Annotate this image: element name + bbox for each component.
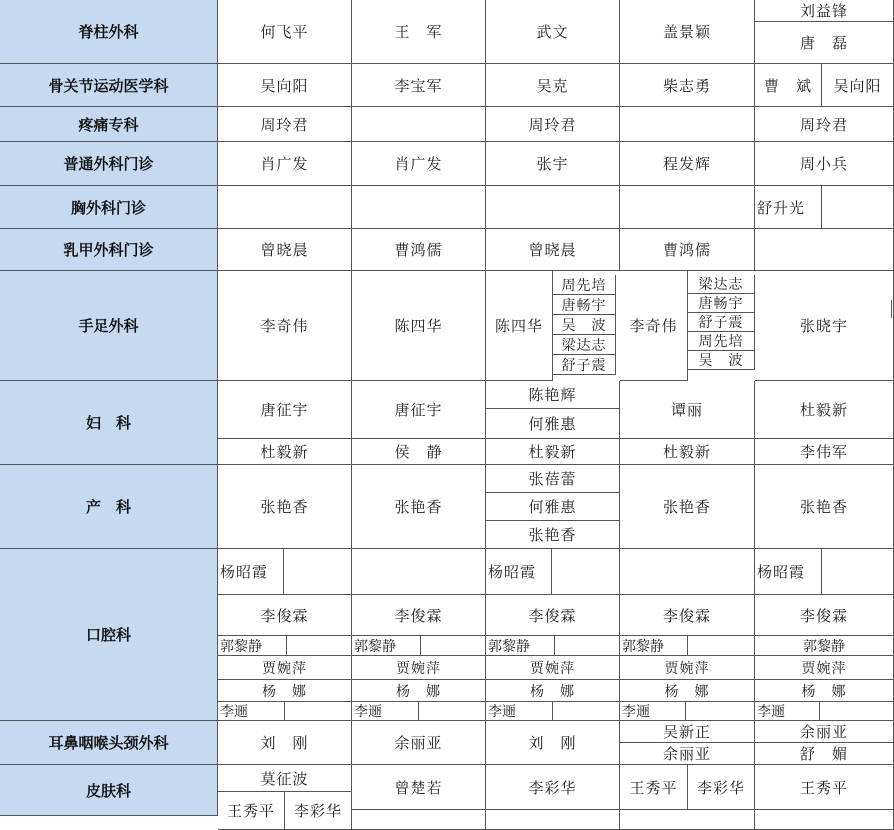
schedule-cell: 刘 刚 bbox=[486, 721, 620, 765]
schedule-cell: 陈四华 bbox=[352, 271, 486, 381]
department-label: 骨关节运动医学科 bbox=[0, 64, 218, 107]
schedule-cell: 张艳香 bbox=[352, 465, 486, 549]
schedule-cell: 武文 bbox=[486, 0, 620, 64]
schedule-cell bbox=[555, 636, 620, 656]
schedule-cell: 王秀平 bbox=[755, 765, 894, 810]
department-label: 普通外科门诊 bbox=[0, 142, 218, 186]
schedule-cell: 莫征波 bbox=[218, 765, 352, 792]
department-label: 疼痛专科 bbox=[0, 107, 218, 142]
schedule-cell: 余丽亚 bbox=[755, 721, 894, 743]
schedule-cell: 郭黎静 bbox=[486, 636, 555, 656]
schedule-cell: 何雅惠 bbox=[486, 409, 620, 439]
schedule-cell: 谭丽 bbox=[620, 381, 755, 439]
schedule-cell bbox=[755, 229, 894, 271]
schedule-cell: 曾晓晨 bbox=[218, 229, 352, 271]
schedule-cell: 郭黎静 bbox=[620, 636, 688, 656]
schedule-cell: 杜毅新 bbox=[755, 381, 894, 439]
schedule-cell: 何雅惠 bbox=[486, 493, 620, 521]
schedule-cell bbox=[352, 107, 486, 142]
schedule-cell: 杨 娜 bbox=[218, 680, 352, 702]
schedule-cell bbox=[352, 810, 486, 830]
schedule-cell: 张艳香 bbox=[620, 465, 755, 549]
schedule-cell: 余丽亚 bbox=[352, 721, 486, 765]
schedule-cell bbox=[755, 810, 894, 830]
schedule-cell bbox=[820, 702, 894, 721]
schedule-cell: 肖广发 bbox=[352, 142, 486, 186]
schedule-cell: 李俊霖 bbox=[486, 595, 620, 636]
schedule-cell: 梁达志 bbox=[553, 335, 616, 355]
department-label: 脊柱外科 bbox=[0, 0, 218, 64]
schedule-cell: 舒 媚 bbox=[755, 743, 894, 765]
schedule-cell: 曹 斌 bbox=[755, 64, 822, 107]
schedule-cell: 李奇伟 bbox=[218, 271, 352, 381]
schedule-cell: 舒升光 bbox=[755, 186, 822, 229]
schedule-cell bbox=[822, 186, 894, 229]
schedule-cell: 李逦 bbox=[486, 702, 553, 721]
schedule-cell: 杨 娜 bbox=[620, 680, 755, 702]
schedule-cell: 吴 波 bbox=[688, 351, 755, 370]
schedule-cell: 张艳香 bbox=[218, 465, 352, 549]
schedule-cell: 李彩华 bbox=[486, 765, 620, 810]
schedule-cell: 吴克 bbox=[486, 64, 620, 107]
schedule-cell: 王秀平 bbox=[620, 765, 688, 810]
schedule-cell: 周先培 bbox=[553, 275, 616, 295]
department-label: 胸外科门诊 bbox=[0, 186, 218, 229]
schedule-cell bbox=[620, 549, 755, 595]
schedule-cell: 唐征宇 bbox=[352, 381, 486, 439]
schedule-cell bbox=[620, 186, 755, 229]
schedule-cell: 唐畅宇 bbox=[553, 295, 616, 315]
schedule-cell: 刘 刚 bbox=[218, 721, 352, 765]
schedule-cell bbox=[553, 702, 620, 721]
schedule-cell: 李逦 bbox=[352, 702, 419, 721]
schedule-cell: 周玲君 bbox=[755, 107, 894, 142]
schedule-cell: 吴新正 bbox=[620, 721, 755, 743]
schedule-cell: 杨昭霞 bbox=[755, 549, 822, 595]
schedule-cell bbox=[284, 549, 352, 595]
department-label: 手足外科 bbox=[0, 271, 218, 381]
department-label: 乳甲外科门诊 bbox=[0, 229, 218, 271]
schedule-cell: 王 军 bbox=[352, 0, 486, 64]
schedule-cell: 肖广发 bbox=[218, 142, 352, 186]
schedule-cell: 余丽亚 bbox=[620, 743, 755, 765]
schedule-cell bbox=[486, 810, 620, 830]
schedule-cell: 曾晓晨 bbox=[486, 229, 620, 271]
schedule-cell: 李俊霖 bbox=[755, 595, 894, 636]
schedule-cell bbox=[419, 702, 486, 721]
schedule-cell bbox=[486, 186, 620, 229]
schedule-cell bbox=[620, 107, 755, 142]
schedule-cell: 柴志勇 bbox=[620, 64, 755, 107]
schedule-cell: 吴向阳 bbox=[822, 64, 894, 107]
schedule-cell: 侯 静 bbox=[352, 439, 486, 465]
schedule-cell: 杨 娜 bbox=[486, 680, 620, 702]
schedule-cell: 舒子震 bbox=[688, 313, 755, 332]
schedule-cell: 李宝军 bbox=[352, 64, 486, 107]
schedule-cell bbox=[352, 186, 486, 229]
schedule-cell: 舒子震 bbox=[553, 355, 616, 375]
schedule-cell: 杜毅新 bbox=[620, 439, 755, 465]
schedule-cell: 周先培 bbox=[688, 332, 755, 351]
schedule-cell: 郭黎静 bbox=[755, 636, 894, 656]
department-label: 皮肤科 bbox=[0, 765, 218, 816]
schedule-cell bbox=[421, 636, 486, 656]
schedule-cell: 李逦 bbox=[755, 702, 820, 721]
schedule-cell: 曾楚若 bbox=[352, 765, 486, 810]
department-label: 口腔科 bbox=[0, 549, 218, 721]
schedule-cell: 曹鸿儒 bbox=[620, 229, 755, 271]
schedule-cell: 张晓宇 bbox=[755, 271, 894, 381]
schedule-cell: 李伟军 bbox=[755, 439, 894, 465]
grid-line bbox=[891, 300, 892, 318]
schedule-cell bbox=[287, 636, 352, 656]
schedule-cell: 王秀平 bbox=[218, 792, 285, 830]
schedule-cell: 杜毅新 bbox=[486, 439, 620, 465]
schedule-cell: 唐畅宇 bbox=[688, 294, 755, 313]
schedule-cell: 李彩华 bbox=[688, 765, 755, 810]
schedule-cell bbox=[352, 549, 486, 595]
schedule-cell: 杨昭霞 bbox=[486, 549, 552, 595]
schedule-cell: 唐 磊 bbox=[755, 22, 894, 64]
schedule-cell: 刘益锋 bbox=[755, 0, 894, 22]
schedule-cell bbox=[688, 636, 755, 656]
schedule-cell: 李奇伟 bbox=[620, 271, 688, 381]
schedule-cell bbox=[218, 186, 352, 229]
schedule-cell: 李俊霖 bbox=[352, 595, 486, 636]
schedule-cell: 周玲君 bbox=[486, 107, 620, 142]
schedule-cell: 曹鸿儒 bbox=[352, 229, 486, 271]
schedule-cell: 张艳香 bbox=[755, 465, 894, 549]
schedule-cell: 张蓓蕾 bbox=[486, 465, 620, 493]
schedule-cell bbox=[285, 702, 352, 721]
schedule-cell: 梁达志 bbox=[688, 275, 755, 294]
schedule-cell: 贾婉萍 bbox=[620, 656, 755, 680]
schedule-cell: 李俊霖 bbox=[620, 595, 755, 636]
schedule-cell: 陈四华 bbox=[486, 271, 553, 381]
schedule-cell: 贾婉萍 bbox=[218, 656, 352, 680]
schedule-cell: 周玲君 bbox=[218, 107, 352, 142]
schedule-cell: 程发辉 bbox=[620, 142, 755, 186]
schedule-cell: 吴向阳 bbox=[218, 64, 352, 107]
department-label: 耳鼻咽喉头颈外科 bbox=[0, 721, 218, 765]
schedule-cell bbox=[686, 702, 755, 721]
schedule-cell: 李逦 bbox=[620, 702, 686, 721]
schedule-cell: 何飞平 bbox=[218, 0, 352, 64]
department-label: 妇 科 bbox=[0, 381, 218, 465]
schedule-cell: 周小兵 bbox=[755, 142, 894, 186]
schedule-cell: 贾婉萍 bbox=[352, 656, 486, 680]
schedule-cell: 张宇 bbox=[486, 142, 620, 186]
schedule-cell bbox=[620, 810, 755, 830]
schedule-cell: 杜毅新 bbox=[218, 439, 352, 465]
schedule-cell: 吴 波 bbox=[553, 315, 616, 335]
schedule-cell: 杨昭霞 bbox=[218, 549, 284, 595]
schedule-cell: 贾婉萍 bbox=[755, 656, 894, 680]
department-label: 产 科 bbox=[0, 465, 218, 549]
schedule-cell: 郭黎静 bbox=[218, 636, 287, 656]
schedule-cell: 郭黎静 bbox=[352, 636, 421, 656]
schedule-cell: 杨 娜 bbox=[352, 680, 486, 702]
schedule-cell bbox=[822, 549, 894, 595]
schedule-cell: 贾婉萍 bbox=[486, 656, 620, 680]
schedule-cell: 李彩华 bbox=[285, 792, 352, 830]
schedule-cell: 李俊霖 bbox=[218, 595, 352, 636]
schedule-cell bbox=[552, 549, 620, 595]
schedule-cell: 李逦 bbox=[218, 702, 285, 721]
schedule-cell: 唐征宇 bbox=[218, 381, 352, 439]
schedule-cell: 陈艳辉 bbox=[486, 381, 620, 409]
schedule-cell: 杨 娜 bbox=[755, 680, 894, 702]
schedule-cell: 张艳香 bbox=[486, 521, 620, 549]
schedule-cell: 盖景颖 bbox=[620, 0, 755, 64]
